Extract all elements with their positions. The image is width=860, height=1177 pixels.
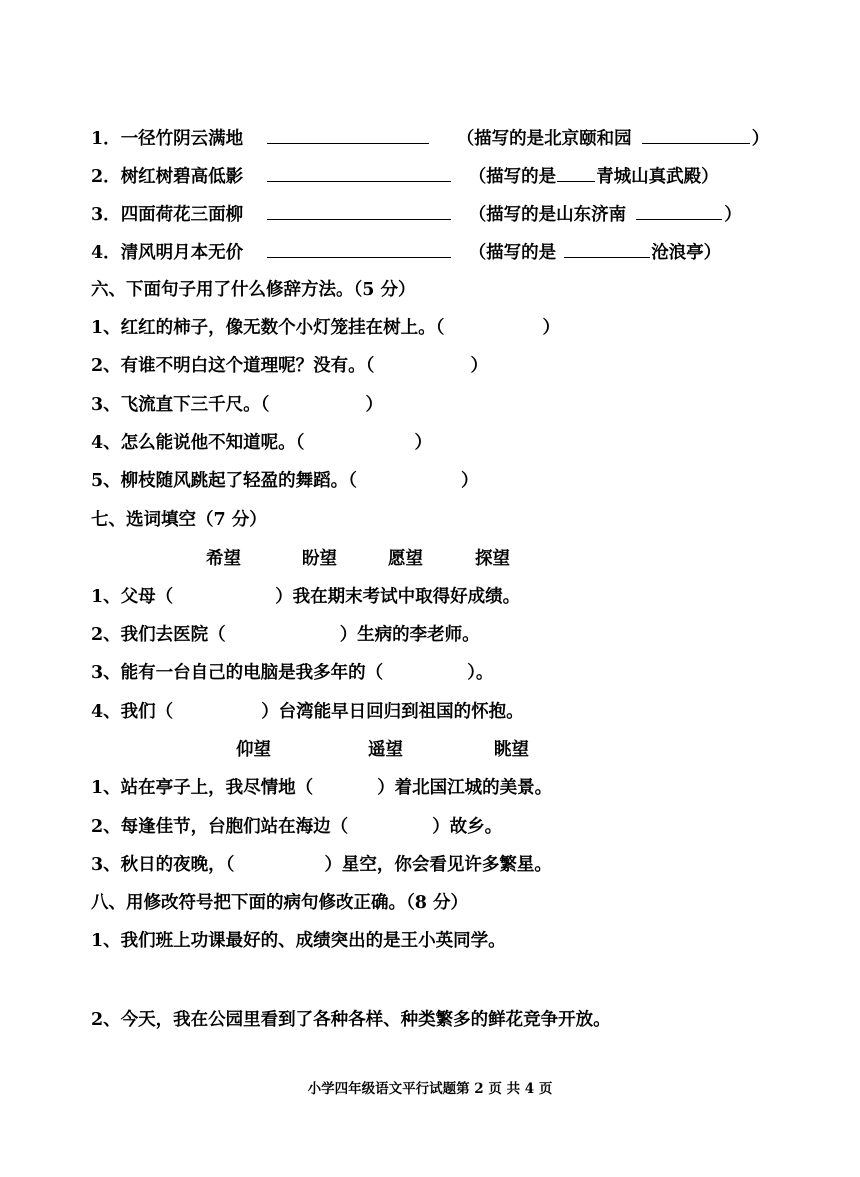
poem-text: 树红树碧高低影 <box>120 167 244 187</box>
section-7-title: 七、选词填空（7 分） <box>91 510 267 530</box>
poem-line-4 <box>91 241 721 264</box>
poem-note: （描写的是北京颐和园 <box>456 129 632 149</box>
fill-item-3: 3、能有一台自己的电脑是我多年的（ ）。 <box>91 663 494 683</box>
poem-line-3 <box>91 203 742 226</box>
rhetoric-item-1: 1、红红的柿子，像无数个小灯笼挂在树上。（ ） <box>91 318 560 338</box>
rhetoric-item-4: 4、怎么能说他不知道呢。（ ） <box>91 433 432 453</box>
answer-blank[interactable] <box>267 241 451 258</box>
rhetoric-item-5: 5、柳枝随风跳起了轻盈的舞蹈。（ ） <box>91 471 479 491</box>
poem-number: 1． <box>91 129 121 149</box>
poem-line-1 <box>91 127 769 150</box>
fill-item-5: 1、站在亭子上，我尽情地（ ）着北国江城的美景。 <box>91 778 553 798</box>
rhetoric-item-2: 2、有谁不明白这个道理呢？没有。（ ） <box>91 356 488 376</box>
answer-blank[interactable] <box>564 241 650 258</box>
page-footer: 小学四年级语文平行试题第 2 页 共 4 页 <box>307 1081 553 1097</box>
sick-sentence-2[interactable]: 2、今天，我在公园里看到了各种各样、种类繁多的鲜花竞争开放。 <box>91 1010 611 1030</box>
poem-line-2 <box>91 165 719 188</box>
poem-text: 四面荷花三面柳 <box>120 205 244 225</box>
fill-item-2: 2、我们去医院（ ）生病的李老师。 <box>91 625 480 645</box>
poem-note: （描写的是山东济南 <box>468 205 627 225</box>
poem-note-end: 沧浪亭） <box>651 243 722 263</box>
answer-blank[interactable] <box>267 203 451 220</box>
answer-blank[interactable] <box>636 203 722 220</box>
word-option: 眺望 <box>494 740 529 760</box>
fill-item-6: 2、每逢佳节，台胞们站在海边（ ）故乡。 <box>91 817 503 837</box>
sick-sentence-1[interactable]: 1、我们班上功课最好的、成绩突出的是王小英同学。 <box>91 931 506 951</box>
word-option: 希望 <box>206 549 241 569</box>
poem-note-end: 青城山真武殿） <box>596 167 719 187</box>
poem-note: （描写的是 <box>468 167 557 187</box>
answer-blank[interactable] <box>267 127 429 144</box>
answer-blank[interactable] <box>557 165 595 182</box>
poem-text: 清风明月本无价 <box>120 243 244 263</box>
poem-text: 一径竹阴云满地 <box>120 129 244 149</box>
word-option: 盼望 <box>302 549 337 569</box>
section-8-title: 八、用修改符号把下面的病句修改正确。（8 分） <box>91 893 469 913</box>
poem-note-end: ） <box>751 129 770 149</box>
answer-blank[interactable] <box>267 165 451 182</box>
word-option: 遥望 <box>368 740 403 760</box>
rhetoric-item-3: 3、飞流直下三千尺。（ ） <box>91 395 383 415</box>
word-option: 仰望 <box>236 740 271 760</box>
poem-number: 4． <box>91 243 121 263</box>
fill-item-4: 4、我们（ ）台湾能早日回归到祖国的怀抱。 <box>91 702 524 722</box>
poem-note: （描写的是 <box>468 243 557 263</box>
poem-number: 3． <box>91 205 121 225</box>
word-option: 探望 <box>475 549 510 569</box>
section-6-title: 六、下面句子用了什么修辞方法。（5 分） <box>91 280 416 300</box>
poem-note-end: ） <box>724 205 742 225</box>
fill-item-7: 3、秋日的夜晚，（ ）星空，你会看见许多繁星。 <box>91 855 552 875</box>
fill-item-1: 1、父母（ ）我在期末考试中取得好成绩。 <box>91 587 521 607</box>
poem-number: 2． <box>91 167 121 187</box>
word-option: 愿望 <box>388 549 423 569</box>
answer-blank[interactable] <box>642 127 750 144</box>
